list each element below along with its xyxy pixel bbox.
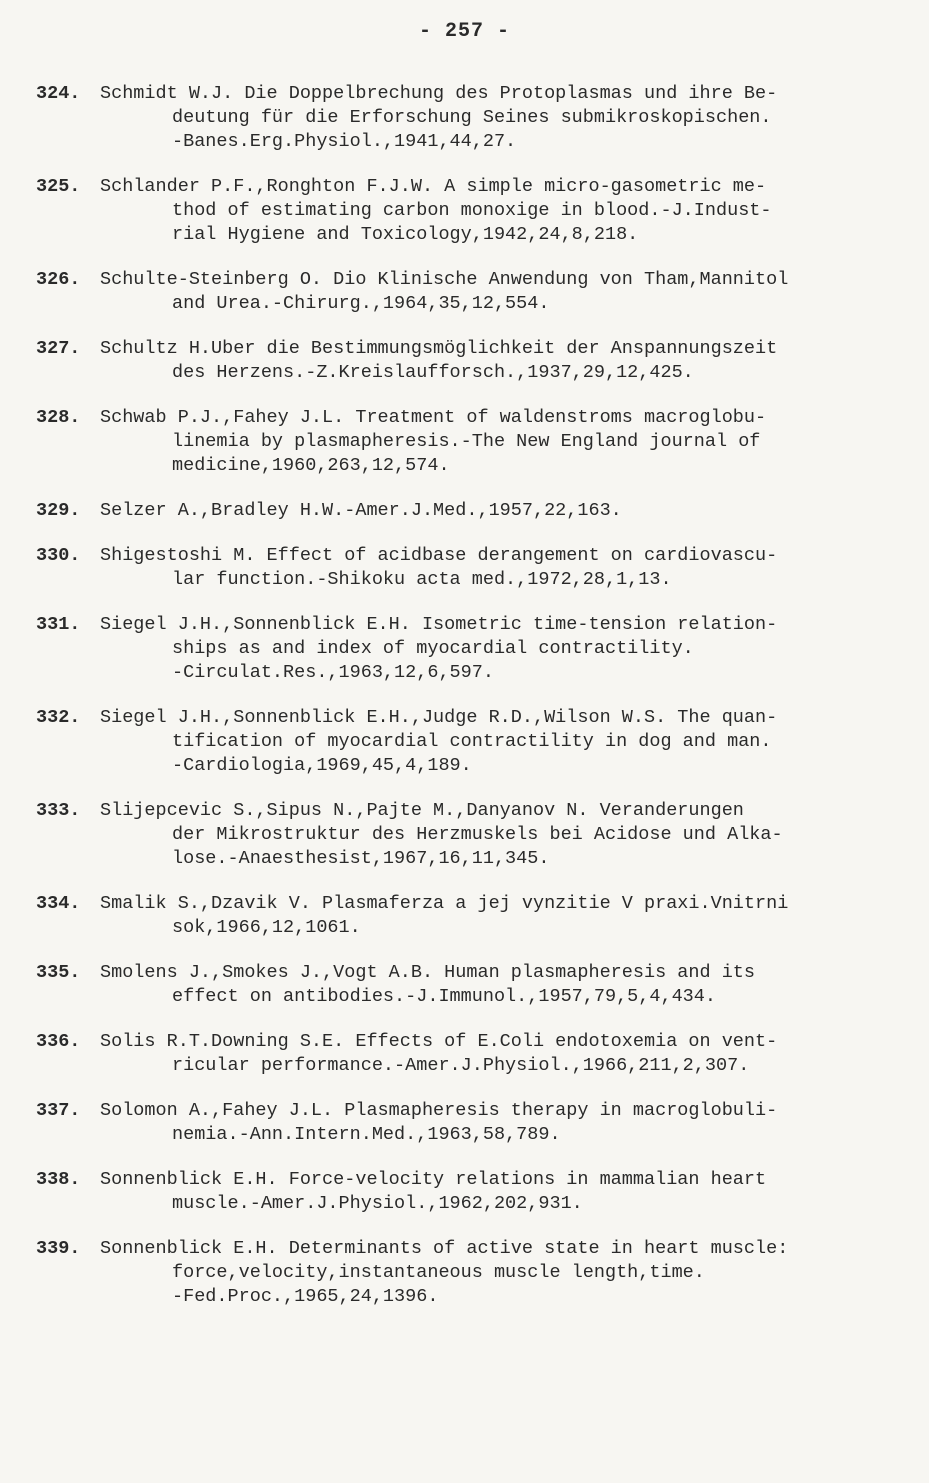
reference-text xyxy=(100,544,906,592)
reference-line: and Urea.-Chirurg.,1964,35,12,554. xyxy=(172,293,550,314)
reference-line: Schlander P.F.,Ronghton F.J.W. A simple micro-gasometric me- xyxy=(100,176,767,197)
reference-text xyxy=(100,1099,906,1147)
reference-line: Sonnenblick E.H. Force-velocity relations in mammalian heart xyxy=(100,1169,767,1190)
reference-line: linemia by plasmapheresis.-The New England journal of xyxy=(172,431,761,452)
reference-number: 337. xyxy=(36,1100,81,1121)
reference-line: -Banes.Erg.Physiol.,1941,44,27. xyxy=(172,131,517,152)
reference-line: force,velocity,instantaneous muscle length,time. xyxy=(172,1262,705,1283)
reference-number: 336. xyxy=(36,1031,81,1052)
reference-line: Smolens J.,Smokes J.,Vogt A.B. Human plasmapheresis and its xyxy=(100,962,756,983)
reference-list xyxy=(36,82,906,1330)
reference-text xyxy=(100,268,906,316)
reference-item xyxy=(36,1030,906,1078)
reference-line: ricular performance.-Amer.J.Physiol.,1966,211,2,307. xyxy=(172,1055,750,1076)
reference-item xyxy=(36,1099,906,1147)
reference-line: Smalik S.,Dzavik V. Plasmaferza a jej vynzitie V praxi.Vnitrni xyxy=(100,893,789,914)
reference-text xyxy=(100,406,906,478)
reference-line: muscle.-Amer.J.Physiol.,1962,202,931. xyxy=(172,1193,583,1214)
reference-text xyxy=(100,799,906,871)
reference-text xyxy=(100,499,906,523)
reference-number: 339. xyxy=(36,1238,81,1259)
reference-number: 333. xyxy=(36,800,81,821)
reference-text xyxy=(100,1030,906,1078)
reference-number: 330. xyxy=(36,545,81,566)
reference-item xyxy=(36,544,906,592)
reference-line: Shigestoshi M. Effect of acidbase derangement on cardiovascu- xyxy=(100,545,778,566)
reference-number: 338. xyxy=(36,1169,81,1190)
reference-item xyxy=(36,268,906,316)
reference-text xyxy=(100,613,906,685)
reference-item xyxy=(36,961,906,1009)
reference-line: lose.-Anaesthesist,1967,16,11,345. xyxy=(172,848,550,869)
reference-line: der Mikrostruktur des Herzmuskels bei Acidose und Alka- xyxy=(172,824,783,845)
reference-item xyxy=(36,892,906,940)
reference-number: 335. xyxy=(36,962,81,983)
reference-text xyxy=(100,892,906,940)
reference-number: 325. xyxy=(36,176,81,197)
reference-line: lar function.-Shikoku acta med.,1972,28,1,13. xyxy=(172,569,672,590)
reference-line: deutung für die Erforschung Seines submikroskopischen. xyxy=(172,107,772,128)
reference-item xyxy=(36,337,906,385)
reference-line: medicine,1960,263,12,574. xyxy=(172,455,450,476)
reference-item xyxy=(36,82,906,154)
page-number: - 257 - xyxy=(418,20,510,43)
reference-number: 332. xyxy=(36,707,81,728)
reference-line: Sonnenblick E.H. Determinants of active state in heart muscle: xyxy=(100,1238,789,1259)
reference-line: rial Hygiene and Toxicology,1942,24,8,218. xyxy=(172,224,639,245)
reference-line: thod of estimating carbon monoxige in blood.-J.Indust- xyxy=(172,200,772,221)
reference-line: nemia.-Ann.Intern.Med.,1963,58,789. xyxy=(172,1124,561,1145)
reference-text xyxy=(100,82,906,154)
reference-item xyxy=(36,613,906,685)
reference-line: tification of myocardial contractility in dog and man. xyxy=(172,731,772,752)
reference-text xyxy=(100,961,906,1009)
reference-line: Solis R.T.Downing S.E. Effects of E.Coli endotoxemia on vent- xyxy=(100,1031,778,1052)
reference-line: -Circulat.Res.,1963,12,6,597. xyxy=(172,662,494,683)
reference-line: Siegel J.H.,Sonnenblick E.H.,Judge R.D.,Wilson W.S. The quan- xyxy=(100,707,778,728)
reference-text xyxy=(100,1237,906,1309)
reference-item xyxy=(36,1237,906,1309)
reference-number: 327. xyxy=(36,338,81,359)
reference-item xyxy=(36,706,906,778)
reference-line: effect on antibodies.-J.Immunol.,1957,79,5,4,434. xyxy=(172,986,716,1007)
reference-text xyxy=(100,337,906,385)
reference-item xyxy=(36,799,906,871)
reference-text xyxy=(100,175,906,247)
reference-line: Schmidt W.J. Die Doppelbrechung des Protoplasmas und ihre Be- xyxy=(100,83,778,104)
reference-line: sok,1966,12,1061. xyxy=(172,917,361,938)
reference-line: Siegel J.H.,Sonnenblick E.H. Isometric time-tension relation- xyxy=(100,614,778,635)
reference-number: 331. xyxy=(36,614,81,635)
reference-text xyxy=(100,706,906,778)
reference-item xyxy=(36,1168,906,1216)
reference-text xyxy=(100,1168,906,1216)
reference-line: Schultz H.Uber die Bestimmungsmöglichkeit der Anspannungszeit xyxy=(100,338,778,359)
reference-line: Schwab P.J.,Fahey J.L. Treatment of waldenstroms macroglobu- xyxy=(100,407,767,428)
reference-line: Solomon A.,Fahey J.L. Plasmapheresis therapy in macroglobuli- xyxy=(100,1100,778,1121)
reference-number: 334. xyxy=(36,893,81,914)
reference-line: des Herzens.-Z.Kreislaufforsch.,1937,29,12,425. xyxy=(172,362,694,383)
reference-line: -Cardiologia,1969,45,4,189. xyxy=(172,755,472,776)
reference-line: Schulte-Steinberg O. Dio Klinische Anwendung von Tham,Mannitol xyxy=(100,269,789,290)
reference-item xyxy=(36,499,906,523)
reference-line: ships as and index of myocardial contractility. xyxy=(172,638,694,659)
reference-number: 328. xyxy=(36,407,81,428)
reference-item xyxy=(36,406,906,478)
reference-line: Slijepcevic S.,Sipus N.,Pajte M.,Danyanov N. Veranderungen xyxy=(100,800,744,821)
reference-line: -Fed.Proc.,1965,24,1396. xyxy=(172,1286,439,1307)
reference-number: 324. xyxy=(36,83,81,104)
reference-number: 329. xyxy=(36,500,81,521)
reference-line: Selzer A.,Bradley H.W.-Amer.J.Med.,1957,22,163. xyxy=(100,500,622,521)
reference-item xyxy=(36,175,906,247)
reference-number: 326. xyxy=(36,269,81,290)
